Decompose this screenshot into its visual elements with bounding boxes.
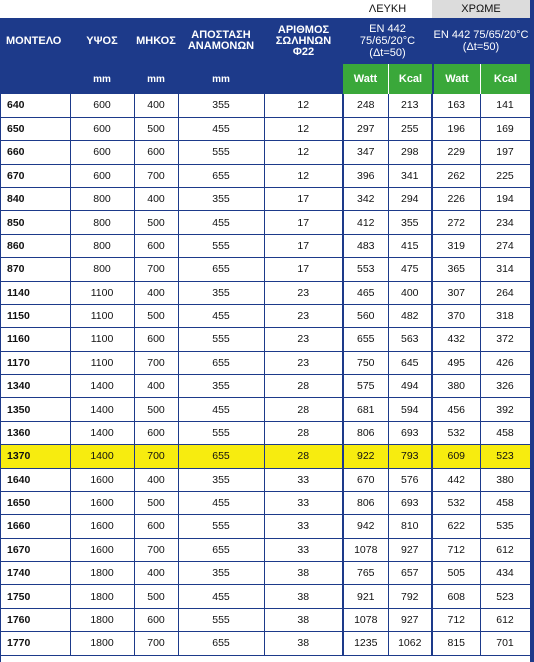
cell-tubes: 28 — [264, 375, 343, 398]
cell-watt-chrome: 815 — [432, 632, 480, 655]
cell-distance-mm: 455 — [178, 398, 264, 421]
cell-model: 1660 — [0, 515, 70, 538]
cell-tubes: 12 — [264, 141, 343, 164]
cell-kcal-white: 693 — [388, 421, 432, 444]
cell-distance-mm: 555 — [178, 421, 264, 444]
cell-length-mm: 600 — [134, 141, 178, 164]
table-row — [0, 562, 530, 585]
cell-distance-mm: 355 — [178, 468, 264, 491]
cell-kcal-white: 213 — [388, 94, 432, 117]
cell-length-mm: 400 — [134, 188, 178, 211]
cell-model: 1170 — [0, 351, 70, 374]
cell-watt-white: 670 — [343, 468, 388, 491]
table-row — [0, 375, 530, 398]
cell-watt-white: 750 — [343, 351, 388, 374]
cell-kcal-chrome: 274 — [480, 234, 530, 257]
table-left-border — [0, 94, 1, 662]
cell-distance-mm: 555 — [178, 608, 264, 631]
cell-distance-mm: 555 — [178, 234, 264, 257]
divider — [480, 64, 481, 94]
cell-length-mm: 700 — [134, 538, 178, 561]
cell-kcal-white: 1062 — [388, 632, 432, 655]
cell-length-mm: 500 — [134, 491, 178, 514]
cell-watt-chrome: 226 — [432, 188, 480, 211]
cell-height-mm: 1400 — [70, 445, 134, 468]
cell-watt-white: 560 — [343, 304, 388, 327]
cell-watt-chrome: 432 — [432, 328, 480, 351]
unit-length: mm — [147, 73, 165, 85]
cell-height-mm: 800 — [70, 188, 134, 211]
cell-distance-mm: 455 — [178, 491, 264, 514]
cell-length-mm: 700 — [134, 258, 178, 281]
cell-model: 870 — [0, 258, 70, 281]
cell-kcal-white: 563 — [388, 328, 432, 351]
cell-watt-white: 655 — [343, 328, 388, 351]
cell-tubes: 38 — [264, 632, 343, 655]
cell-tubes: 38 — [264, 562, 343, 585]
cell-kcal-white: 341 — [388, 164, 432, 187]
unit-height: mm — [93, 73, 111, 85]
cell-tubes: 23 — [264, 328, 343, 351]
cell-tubes: 12 — [264, 94, 343, 117]
cell-model: 1750 — [0, 585, 70, 608]
cell-tubes: 33 — [264, 491, 343, 514]
cell-watt-white: 806 — [343, 421, 388, 444]
cell-model: 640 — [0, 94, 70, 117]
cell-distance-mm: 455 — [178, 585, 264, 608]
table-row — [0, 398, 530, 421]
cell-tubes: 33 — [264, 538, 343, 561]
cell-watt-chrome: 307 — [432, 281, 480, 304]
cell-distance-mm: 355 — [178, 94, 264, 117]
cell-distance-mm: 555 — [178, 515, 264, 538]
cell-watt-chrome: 622 — [432, 515, 480, 538]
table-row — [0, 585, 530, 608]
cell-distance-mm: 355 — [178, 375, 264, 398]
cell-distance-mm: 355 — [178, 188, 264, 211]
cell-kcal-chrome: 326 — [480, 375, 530, 398]
cell-kcal-white: 400 — [388, 281, 432, 304]
white-finish-label: ΛΕΥΚΗ — [343, 0, 432, 18]
cell-model: 1140 — [0, 281, 70, 304]
cell-length-mm: 700 — [134, 164, 178, 187]
cell-height-mm: 1400 — [70, 421, 134, 444]
cell-kcal-chrome: 197 — [480, 141, 530, 164]
table-row — [0, 515, 530, 538]
cell-tubes: 17 — [264, 188, 343, 211]
cell-height-mm: 1100 — [70, 351, 134, 374]
cell-kcal-white: 482 — [388, 304, 432, 327]
table-row — [0, 281, 530, 304]
col-header-model: ΜΟΝΤΕΛΟ — [0, 18, 70, 64]
cell-kcal-chrome: 169 — [480, 117, 530, 140]
cell-watt-white: 342 — [343, 188, 388, 211]
cell-kcal-chrome: 458 — [480, 491, 530, 514]
cell-model: 1340 — [0, 375, 70, 398]
cell-length-mm: 400 — [134, 375, 178, 398]
cell-distance-mm: 655 — [178, 538, 264, 561]
cell-height-mm: 1600 — [70, 538, 134, 561]
cell-model: 1360 — [0, 421, 70, 444]
cell-watt-white: 1235 — [343, 632, 388, 655]
cell-length-mm: 400 — [134, 562, 178, 585]
cell-model: 840 — [0, 188, 70, 211]
table-row — [0, 304, 530, 327]
cell-tubes: 28 — [264, 445, 343, 468]
cell-length-mm: 500 — [134, 304, 178, 327]
top-spacer — [0, 0, 343, 18]
unit-kcal-chrome: Kcal — [481, 64, 530, 94]
cell-height-mm: 1400 — [70, 375, 134, 398]
cell-height-mm: 800 — [70, 211, 134, 234]
cell-watt-white: 483 — [343, 234, 388, 257]
table-row — [0, 538, 530, 561]
table-row — [0, 141, 530, 164]
col-header-en442-chrome: EN 442 75/65/20°C (Δt=50) — [433, 29, 529, 53]
cell-watt-chrome: 229 — [432, 141, 480, 164]
cell-kcal-chrome: 535 — [480, 515, 530, 538]
cell-model: 1740 — [0, 562, 70, 585]
cell-model: 660 — [0, 141, 70, 164]
col-header-distance: ΑΠΟΣΤΑΣΗ ΑΝΑΜΟΝΩΝ — [187, 29, 255, 52]
table-row — [0, 632, 530, 655]
cell-height-mm: 1600 — [70, 515, 134, 538]
cell-height-mm: 600 — [70, 141, 134, 164]
cell-kcal-white: 415 — [388, 234, 432, 257]
cell-watt-chrome: 505 — [432, 562, 480, 585]
cell-tubes: 17 — [264, 211, 343, 234]
cell-length-mm: 400 — [134, 468, 178, 491]
cell-kcal-white: 657 — [388, 562, 432, 585]
cell-tubes: 28 — [264, 398, 343, 421]
cell-distance-mm: 455 — [178, 211, 264, 234]
cell-tubes: 23 — [264, 304, 343, 327]
cell-kcal-chrome: 426 — [480, 351, 530, 374]
cell-kcal-white: 294 — [388, 188, 432, 211]
cell-distance-mm: 655 — [178, 445, 264, 468]
cell-kcal-white: 793 — [388, 445, 432, 468]
cell-tubes: 17 — [264, 258, 343, 281]
unit-kcal-white: Kcal — [389, 64, 432, 94]
cell-height-mm: 1800 — [70, 562, 134, 585]
cell-height-mm: 600 — [70, 164, 134, 187]
cell-kcal-chrome: 141 — [480, 94, 530, 117]
cell-kcal-chrome: 612 — [480, 538, 530, 561]
cell-tubes: 33 — [264, 468, 343, 491]
chrome-finish-label: ΧΡΩΜΕ — [432, 0, 530, 18]
cell-watt-chrome: 380 — [432, 375, 480, 398]
col-header-tubes: ΑΡΙΘΜΟΣ ΣΩΛΗΝΩΝ Φ22 — [275, 23, 332, 58]
cell-tubes: 17 — [264, 234, 343, 257]
cell-model: 650 — [0, 117, 70, 140]
cell-watt-chrome: 163 — [432, 94, 480, 117]
cell-watt-chrome: 365 — [432, 258, 480, 281]
cell-kcal-white: 355 — [388, 211, 432, 234]
cell-watt-white: 347 — [343, 141, 388, 164]
cell-length-mm: 600 — [134, 328, 178, 351]
cell-height-mm: 800 — [70, 234, 134, 257]
cell-length-mm: 500 — [134, 398, 178, 421]
cell-watt-chrome: 319 — [432, 234, 480, 257]
cell-kcal-chrome: 392 — [480, 398, 530, 421]
col-header-length: ΜΗΚΟΣ — [136, 34, 176, 47]
cell-model: 1670 — [0, 538, 70, 561]
cell-model: 850 — [0, 211, 70, 234]
cell-kcal-chrome: 380 — [480, 468, 530, 491]
cell-height-mm: 800 — [70, 258, 134, 281]
cell-kcal-white: 810 — [388, 515, 432, 538]
cell-tubes: 38 — [264, 608, 343, 631]
cell-watt-white: 1078 — [343, 608, 388, 631]
cell-watt-chrome: 712 — [432, 608, 480, 631]
cell-model: 1770 — [0, 632, 70, 655]
cell-height-mm: 1600 — [70, 491, 134, 514]
cell-kcal-chrome: 523 — [480, 445, 530, 468]
cell-distance-mm: 655 — [178, 164, 264, 187]
divider — [388, 64, 389, 94]
cell-kcal-chrome: 458 — [480, 421, 530, 444]
cell-watt-chrome: 608 — [432, 585, 480, 608]
cell-length-mm: 600 — [134, 234, 178, 257]
cell-tubes: 23 — [264, 281, 343, 304]
cell-kcal-white: 693 — [388, 491, 432, 514]
cell-kcal-white: 927 — [388, 608, 432, 631]
cell-watt-chrome: 456 — [432, 398, 480, 421]
cell-kcal-chrome: 434 — [480, 562, 530, 585]
cell-watt-chrome: 370 — [432, 304, 480, 327]
cell-length-mm: 400 — [134, 281, 178, 304]
cell-kcal-chrome: 318 — [480, 304, 530, 327]
cell-length-mm: 600 — [134, 608, 178, 631]
cell-watt-white: 681 — [343, 398, 388, 421]
cell-watt-white: 921 — [343, 585, 388, 608]
table-row — [0, 608, 530, 631]
cell-kcal-white: 792 — [388, 585, 432, 608]
cell-watt-white: 553 — [343, 258, 388, 281]
cell-height-mm: 600 — [70, 117, 134, 140]
cell-watt-white: 396 — [343, 164, 388, 187]
cell-watt-white: 575 — [343, 375, 388, 398]
cell-length-mm: 400 — [134, 94, 178, 117]
cell-watt-chrome: 196 — [432, 117, 480, 140]
cell-distance-mm: 555 — [178, 141, 264, 164]
col-header-height: ΥΨΟΣ — [86, 34, 118, 47]
cell-height-mm: 1600 — [70, 468, 134, 491]
table-row — [0, 421, 530, 444]
spec-table — [0, 94, 531, 656]
cell-length-mm: 600 — [134, 515, 178, 538]
cell-kcal-chrome: 225 — [480, 164, 530, 187]
cell-watt-chrome: 442 — [432, 468, 480, 491]
cell-height-mm: 600 — [70, 94, 134, 117]
cell-distance-mm: 355 — [178, 281, 264, 304]
cell-distance-mm: 655 — [178, 632, 264, 655]
cell-tubes: 28 — [264, 421, 343, 444]
cell-watt-chrome: 609 — [432, 445, 480, 468]
table-row — [0, 491, 530, 514]
cell-model: 1760 — [0, 608, 70, 631]
col-header-en442-white: EN 442 75/65/20°C (Δt=50) — [359, 23, 416, 59]
cell-distance-mm: 655 — [178, 258, 264, 281]
cell-model: 1370 — [0, 445, 70, 468]
cell-kcal-chrome: 234 — [480, 211, 530, 234]
cell-watt-chrome: 262 — [432, 164, 480, 187]
cell-model: 1150 — [0, 304, 70, 327]
cell-watt-white: 942 — [343, 515, 388, 538]
cell-kcal-white: 594 — [388, 398, 432, 421]
cell-kcal-chrome: 701 — [480, 632, 530, 655]
table-row — [0, 328, 530, 351]
cell-kcal-chrome: 523 — [480, 585, 530, 608]
cell-kcal-chrome: 264 — [480, 281, 530, 304]
table-right-border — [530, 0, 534, 662]
unit-distance: mm — [212, 73, 230, 85]
cell-distance-mm: 455 — [178, 304, 264, 327]
cell-watt-white: 297 — [343, 117, 388, 140]
cell-distance-mm: 655 — [178, 351, 264, 374]
cell-distance-mm: 555 — [178, 328, 264, 351]
cell-kcal-white: 576 — [388, 468, 432, 491]
table-row — [0, 258, 530, 281]
cell-model: 1640 — [0, 468, 70, 491]
cell-watt-white: 806 — [343, 491, 388, 514]
divider — [432, 64, 434, 94]
table-row — [0, 94, 530, 117]
cell-height-mm: 1100 — [70, 281, 134, 304]
cell-model: 1160 — [0, 328, 70, 351]
cell-kcal-white: 927 — [388, 538, 432, 561]
unit-watt-chrome: Watt — [434, 64, 480, 94]
cell-length-mm: 500 — [134, 585, 178, 608]
cell-kcal-white: 298 — [388, 141, 432, 164]
cell-model: 1650 — [0, 491, 70, 514]
table-row — [0, 234, 530, 257]
cell-height-mm: 1800 — [70, 608, 134, 631]
table-row — [0, 445, 530, 468]
cell-length-mm: 500 — [134, 117, 178, 140]
cell-length-mm: 700 — [134, 632, 178, 655]
cell-height-mm: 1800 — [70, 585, 134, 608]
cell-watt-white: 765 — [343, 562, 388, 585]
cell-watt-white: 1078 — [343, 538, 388, 561]
cell-height-mm: 1400 — [70, 398, 134, 421]
cell-kcal-white: 475 — [388, 258, 432, 281]
table-row — [0, 468, 530, 491]
cell-tubes: 12 — [264, 164, 343, 187]
cell-model: 1350 — [0, 398, 70, 421]
cell-height-mm: 1100 — [70, 304, 134, 327]
cell-kcal-chrome: 372 — [480, 328, 530, 351]
cell-kcal-white: 255 — [388, 117, 432, 140]
cell-watt-chrome: 495 — [432, 351, 480, 374]
cell-kcal-chrome: 612 — [480, 608, 530, 631]
cell-length-mm: 600 — [134, 421, 178, 444]
cell-watt-white: 922 — [343, 445, 388, 468]
cell-length-mm: 500 — [134, 211, 178, 234]
cell-kcal-chrome: 194 — [480, 188, 530, 211]
cell-watt-white: 412 — [343, 211, 388, 234]
cell-kcal-chrome: 314 — [480, 258, 530, 281]
table-row — [0, 351, 530, 374]
cell-height-mm: 1800 — [70, 632, 134, 655]
cell-height-mm: 1100 — [70, 328, 134, 351]
unit-watt-white: Watt — [343, 64, 388, 94]
cell-kcal-white: 494 — [388, 375, 432, 398]
cell-watt-chrome: 532 — [432, 491, 480, 514]
table-row — [0, 164, 530, 187]
cell-tubes: 23 — [264, 351, 343, 374]
cell-length-mm: 700 — [134, 445, 178, 468]
cell-distance-mm: 455 — [178, 117, 264, 140]
table-row — [0, 117, 530, 140]
table-row — [0, 188, 530, 211]
cell-tubes: 12 — [264, 117, 343, 140]
cell-watt-chrome: 532 — [432, 421, 480, 444]
cell-tubes: 33 — [264, 515, 343, 538]
cell-model: 670 — [0, 164, 70, 187]
cell-watt-white: 465 — [343, 281, 388, 304]
cell-model: 860 — [0, 234, 70, 257]
cell-length-mm: 700 — [134, 351, 178, 374]
cell-watt-chrome: 712 — [432, 538, 480, 561]
cell-watt-white: 248 — [343, 94, 388, 117]
cell-distance-mm: 355 — [178, 562, 264, 585]
table-row — [0, 211, 530, 234]
cell-kcal-white: 645 — [388, 351, 432, 374]
cell-tubes: 38 — [264, 585, 343, 608]
cell-watt-chrome: 272 — [432, 211, 480, 234]
